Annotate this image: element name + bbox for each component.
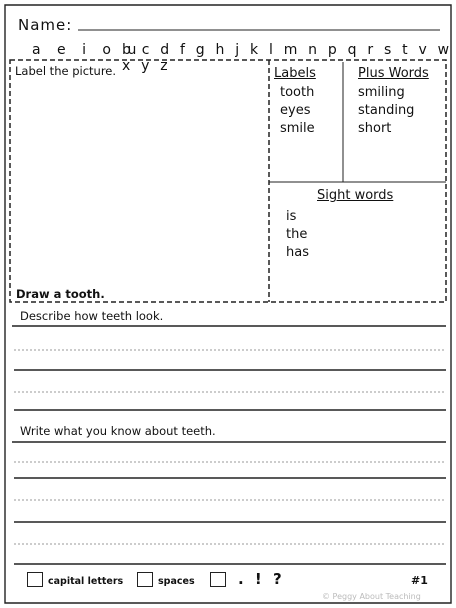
capital-letters-label: capital letters <box>48 576 124 587</box>
labels-title: Labels <box>274 66 316 81</box>
draw-prompt: Draw a tooth. <box>16 287 105 301</box>
vowel-strip: a e i o u <box>32 42 143 58</box>
writing-area-1[interactable] <box>14 330 444 408</box>
label-word: smile <box>280 121 315 136</box>
labels-list <box>280 84 315 138</box>
spaces-checkbox[interactable] <box>137 572 153 587</box>
page-number: #1 <box>411 574 428 587</box>
name-label: Name: <box>18 16 73 34</box>
sight-word: the <box>286 227 308 242</box>
punctuation-checkbox[interactable] <box>210 572 226 587</box>
sight-words-title: Sight words <box>317 188 394 203</box>
sight-word: has <box>286 245 309 260</box>
label-picture-prompt: Label the picture. <box>15 64 117 78</box>
describe-prompt: Describe how teeth look. <box>20 309 164 323</box>
consonant-strip: b c d f g h j k l m n p q r s t v w x y z <box>122 42 453 74</box>
sight-words-list <box>286 208 309 262</box>
plus-words-list <box>358 84 414 138</box>
drawing-area[interactable] <box>12 80 266 284</box>
writing-area-2[interactable] <box>14 446 444 562</box>
label-word: tooth <box>280 85 315 100</box>
write-know-prompt: Write what you know about teeth. <box>20 424 216 438</box>
plus-word: short <box>358 121 392 136</box>
punctuation-label: . ! ? <box>238 570 285 588</box>
label-word: eyes <box>280 103 311 118</box>
spaces-label: spaces <box>158 576 195 587</box>
capital-letters-checkbox[interactable] <box>27 572 43 587</box>
plus-word: smiling <box>358 85 405 100</box>
sight-word: is <box>286 209 297 224</box>
plus-words-title: Plus Words <box>358 66 429 81</box>
plus-word: standing <box>358 103 415 118</box>
copyright-credit: © Peggy About Teaching <box>322 592 421 601</box>
